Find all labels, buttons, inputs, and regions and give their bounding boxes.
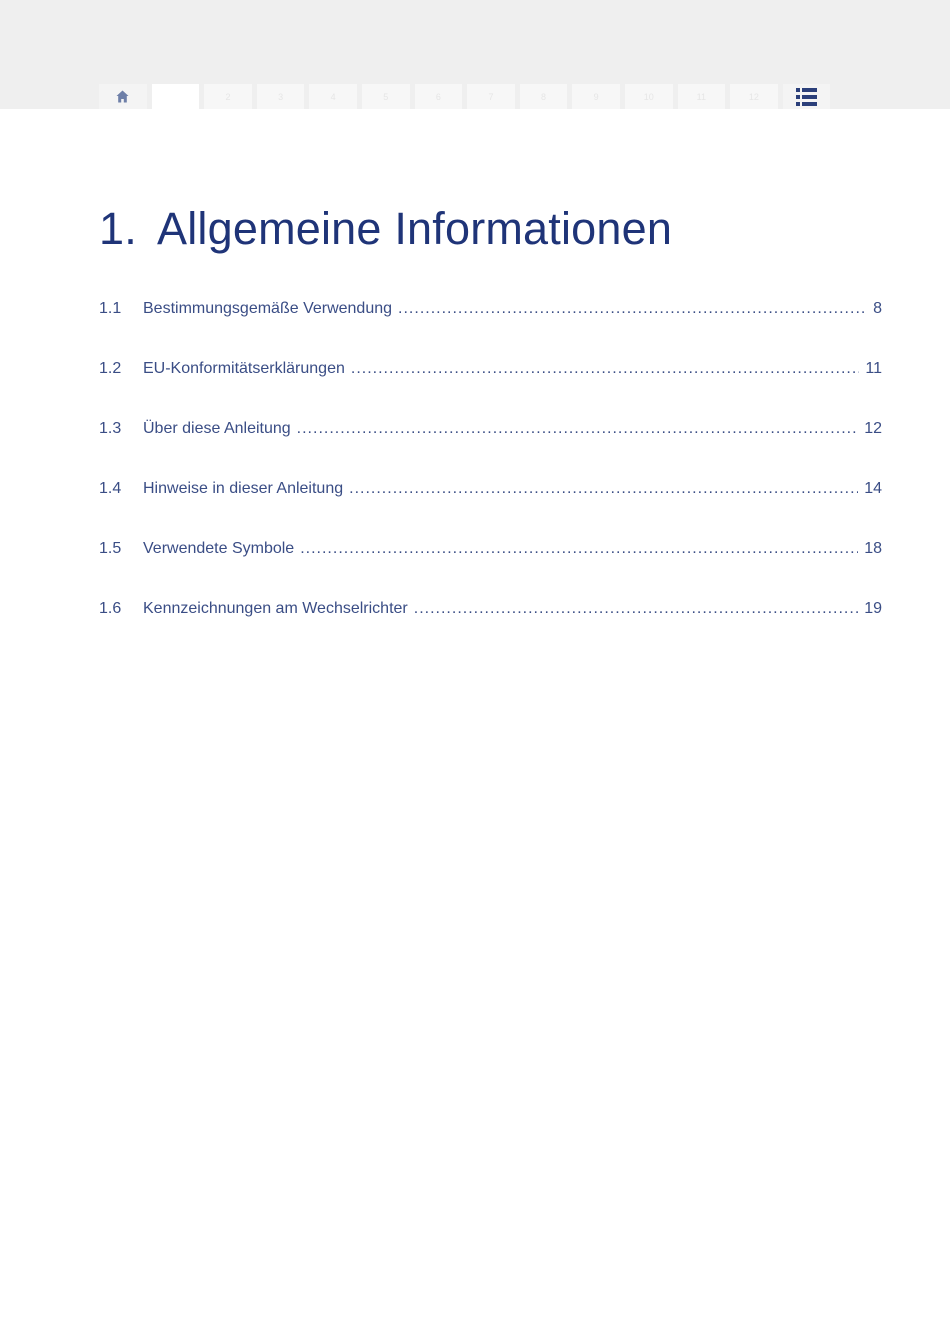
tab-label: 4 bbox=[330, 91, 336, 102]
toc-entry-number: 1.2 bbox=[99, 360, 122, 377]
toc-entry-page: 14 bbox=[864, 480, 882, 497]
tab-label: 2 bbox=[225, 91, 231, 102]
toc-entry-page: 8 bbox=[873, 300, 882, 317]
toc-entry-label: Kennzeichnungen am Wechselrichter bbox=[143, 600, 408, 617]
chapter-title bbox=[99, 203, 672, 255]
home-icon bbox=[116, 90, 129, 103]
tab-chapter-12[interactable] bbox=[730, 84, 778, 109]
toc-leader-dots bbox=[398, 300, 867, 318]
toc-entry[interactable] bbox=[99, 360, 882, 420]
tab-chapter-9[interactable] bbox=[572, 84, 620, 109]
tab-label: 12 bbox=[748, 91, 759, 102]
tab-home[interactable] bbox=[99, 84, 147, 109]
toc-leader-dots bbox=[351, 360, 860, 378]
tab-chapter-11[interactable] bbox=[678, 84, 726, 109]
toc-entry[interactable] bbox=[99, 600, 882, 660]
toc-entry-number: 1.1 bbox=[99, 300, 122, 317]
toc-entry-number: 1.3 bbox=[99, 420, 122, 437]
tab-label: 3 bbox=[278, 91, 284, 102]
toc-entry-label: Über diese Anleitung bbox=[143, 420, 291, 437]
table-of-contents bbox=[99, 300, 882, 660]
tab-label: 7 bbox=[488, 91, 494, 102]
toc-entry-number: 1.5 bbox=[99, 540, 122, 557]
toc-entry[interactable] bbox=[99, 300, 882, 360]
tab-chapter-3[interactable] bbox=[257, 84, 305, 109]
tab-chapter-4[interactable] bbox=[309, 84, 357, 109]
toc-leader-dots bbox=[300, 540, 858, 558]
tab-table-of-contents[interactable] bbox=[783, 84, 831, 109]
chapter-tab-bar bbox=[99, 84, 830, 109]
tab-chapter-8[interactable] bbox=[520, 84, 568, 109]
tab-label: 10 bbox=[643, 91, 654, 102]
toc-entry-page: 18 bbox=[864, 540, 882, 557]
toc-leader-dots bbox=[414, 600, 858, 618]
list-icon bbox=[796, 88, 817, 106]
toc-entry-number: 1.6 bbox=[99, 600, 122, 617]
tab-label: 11 bbox=[696, 91, 706, 102]
toc-leader-dots bbox=[297, 420, 859, 438]
tab-chapter-2[interactable] bbox=[204, 84, 252, 109]
chapter-title-text: Allgemeine Informationen bbox=[157, 203, 673, 254]
toc-entry-label: Verwendete Symbole bbox=[143, 540, 295, 557]
toc-entry-label: Bestimmungsgemäße Verwendung bbox=[143, 300, 393, 317]
toc-entry-page: 19 bbox=[864, 600, 882, 617]
toc-entry[interactable] bbox=[99, 540, 882, 600]
toc-entry-label: EU-Konformitätserklärungen bbox=[143, 360, 345, 377]
tab-label: 5 bbox=[383, 91, 389, 102]
tab-label: 8 bbox=[541, 91, 547, 102]
toc-entry-page: 12 bbox=[864, 420, 882, 437]
toc-entry-label: Hinweise in dieser Anleitung bbox=[143, 480, 344, 497]
tab-label: 6 bbox=[435, 91, 441, 102]
tab-chapter-7[interactable] bbox=[467, 84, 515, 109]
chapter-number: 1. bbox=[99, 203, 137, 254]
toc-entry[interactable] bbox=[99, 480, 882, 540]
tab-chapter-10[interactable] bbox=[625, 84, 673, 109]
tab-chapter-1[interactable] bbox=[152, 84, 200, 109]
toc-leader-dots bbox=[349, 480, 858, 498]
tab-label: 9 bbox=[593, 91, 599, 102]
toc-entry-page: 11 bbox=[865, 360, 882, 377]
toc-entry-number: 1.4 bbox=[99, 480, 122, 497]
tab-chapter-6[interactable] bbox=[415, 84, 463, 109]
tab-chapter-5[interactable] bbox=[362, 84, 410, 109]
toc-entry[interactable] bbox=[99, 420, 882, 480]
